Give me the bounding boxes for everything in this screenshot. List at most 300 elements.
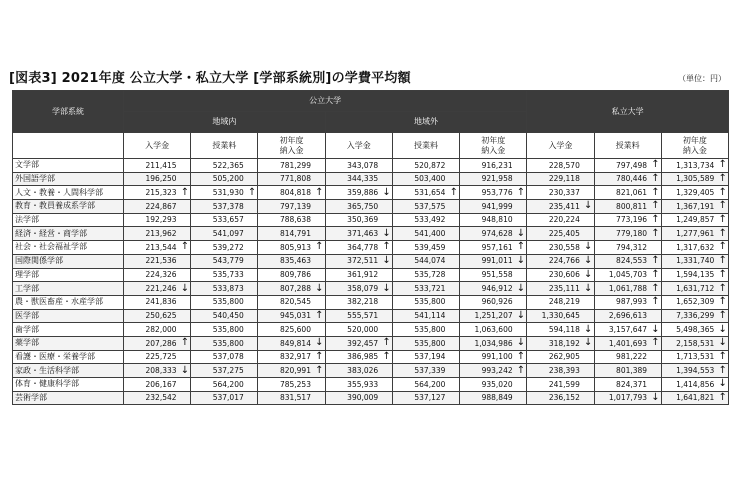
amount-cell: 781,299 — [258, 159, 314, 173]
trend-arrow — [314, 159, 325, 173]
amount-cell: 960,926 — [460, 295, 516, 309]
trend-arrow: ↑ — [718, 255, 727, 267]
trend-arrow: ↑ — [718, 173, 727, 185]
trend-arrow: ↓ — [382, 186, 391, 198]
trend-arrow — [516, 172, 527, 186]
trend-arrow: ↑ — [718, 200, 727, 212]
table-row — [13, 268, 729, 282]
trend-arrow — [247, 295, 258, 309]
amount-cell: 535,733 — [191, 268, 247, 282]
tuition-table — [12, 90, 729, 405]
amount-cell: 849,814 — [258, 336, 314, 350]
amount-cell: 390,009 — [325, 391, 381, 405]
amount-cell: 541,097 — [191, 227, 247, 241]
amount-cell: 232,542 — [124, 391, 180, 405]
trend-arrow: ↑ — [718, 282, 727, 294]
trend-arrow — [381, 309, 392, 323]
amount-cell: 361,912 — [325, 268, 381, 282]
amount-cell: 2,158,531 — [661, 336, 717, 350]
trend-arrow — [583, 213, 594, 227]
trend-arrow: ↑ — [315, 350, 324, 362]
dept-name: 経済・経営・商学部 — [13, 227, 124, 241]
amount-cell: 987,993 — [594, 295, 650, 309]
trend-arrow — [314, 295, 325, 309]
amount-cell: 785,253 — [258, 378, 314, 392]
amount-cell: 974,628 — [460, 227, 516, 241]
trend-arrow — [180, 268, 191, 282]
dept-name: 教育・教員養成系学部 — [13, 200, 124, 214]
amount-cell: 945,031 — [258, 309, 314, 323]
trend-arrow: ↓ — [516, 337, 526, 349]
amount-cell: 533,721 — [392, 282, 448, 296]
trend-arrow: ↓ — [584, 337, 593, 349]
trend-arrow — [180, 309, 191, 323]
amount-cell: 1,061,788 — [594, 282, 650, 296]
trend-arrow: ↓ — [718, 378, 727, 390]
trend-arrow: ↓ — [584, 241, 593, 253]
amount-cell: 564,200 — [191, 378, 247, 392]
amount-cell: 221,536 — [124, 254, 180, 268]
trend-arrow: ↑ — [651, 268, 660, 280]
table-row — [13, 309, 729, 323]
amount-cell: 537,194 — [392, 350, 448, 364]
trend-arrow — [247, 227, 258, 241]
amount-cell: 535,800 — [191, 295, 247, 309]
trend-arrow — [381, 159, 392, 173]
header-first-year-line1: 初年度 — [279, 135, 304, 145]
trend-arrow: ↑ — [718, 241, 727, 253]
amount-cell: 225,405 — [527, 227, 583, 241]
header-dept: 学部系統 — [13, 91, 124, 133]
header-private-tuition: 授業料 — [594, 133, 661, 159]
trend-arrow — [448, 227, 459, 241]
amount-cell: 951,558 — [460, 268, 516, 282]
amount-cell: 215,323 — [124, 186, 180, 200]
amount-cell: 993,242 — [460, 364, 516, 378]
amount-cell: 948,810 — [460, 213, 516, 227]
amount-cell: 535,800 — [392, 323, 448, 337]
trend-arrow — [448, 336, 459, 350]
trend-arrow — [314, 323, 325, 337]
amount-cell: 372,511 — [325, 254, 381, 268]
amount-cell: 248,219 — [527, 295, 583, 309]
trend-arrow — [516, 295, 527, 309]
trend-arrow — [448, 254, 459, 268]
header-private-admission: 入学金 — [527, 133, 594, 159]
amount-cell: 832,917 — [258, 350, 314, 364]
amount-cell: 921,958 — [460, 172, 516, 186]
trend-arrow — [180, 378, 191, 392]
header-first-year-line1: 初年度 — [481, 135, 506, 145]
trend-arrow — [516, 391, 527, 405]
dept-name: 体育・健康科学部 — [13, 378, 124, 392]
trend-arrow — [516, 159, 527, 173]
trend-arrow: ↑ — [651, 282, 660, 294]
trend-arrow — [583, 172, 594, 186]
amount-cell: 2,696,613 — [594, 309, 650, 323]
amount-cell: 1,401,693 — [594, 336, 650, 350]
amount-cell: 282,000 — [124, 323, 180, 337]
trend-arrow — [448, 213, 459, 227]
amount-cell: 779,180 — [594, 227, 650, 241]
amount-cell: 5,498,365 — [661, 323, 717, 337]
amount-cell: 957,161 — [460, 241, 516, 255]
amount-cell: 821,061 — [594, 186, 650, 200]
amount-cell: 835,463 — [258, 254, 314, 268]
trend-arrow: ↑ — [718, 309, 727, 321]
amount-cell: 224,766 — [527, 254, 583, 268]
amount-cell: 365,750 — [325, 200, 381, 214]
trend-arrow — [448, 159, 459, 173]
header-local-tuition: 授業料 — [191, 133, 258, 159]
amount-cell: 773,196 — [594, 213, 650, 227]
amount-cell: 344,335 — [325, 172, 381, 186]
amount-cell: 797,139 — [258, 200, 314, 214]
dept-name: 外国語学部 — [13, 172, 124, 186]
header-nonlocal: 地域外 — [325, 112, 527, 133]
trend-arrow — [247, 159, 258, 173]
amount-cell: 1,313,734 — [661, 159, 717, 173]
amount-cell: 533,873 — [191, 282, 247, 296]
trend-arrow: ↑ — [315, 364, 324, 376]
trend-arrow: ↓ — [516, 309, 526, 321]
trend-arrow — [583, 364, 594, 378]
header-first-year-line2: 納入金 — [481, 145, 506, 155]
trend-arrow: ↑ — [315, 186, 324, 198]
dept-name: 農・獣医畜産・水産学部 — [13, 295, 124, 309]
trend-arrow — [583, 186, 594, 200]
amount-cell: 1,249,857 — [661, 213, 717, 227]
trend-arrow — [448, 282, 459, 296]
trend-arrow — [448, 200, 459, 214]
trend-arrow — [180, 295, 191, 309]
amount-cell: 946,912 — [460, 282, 516, 296]
amount-cell: 359,886 — [325, 186, 381, 200]
trend-arrow: ↑ — [651, 200, 660, 212]
table-row — [13, 172, 729, 186]
amount-cell: 228,570 — [527, 159, 583, 173]
amount-cell: 503,400 — [392, 172, 448, 186]
amount-cell: 564,200 — [392, 378, 448, 392]
amount-cell: 1,331,740 — [661, 254, 717, 268]
amount-cell: 208,333 — [124, 364, 180, 378]
trend-arrow: ↓ — [382, 227, 391, 239]
trend-arrow — [583, 309, 594, 323]
table-row — [13, 241, 729, 255]
trend-arrow — [448, 391, 459, 405]
trend-arrow — [314, 227, 325, 241]
trend-arrow — [247, 200, 258, 214]
dept-name: 工学部 — [13, 282, 124, 296]
amount-cell: 537,078 — [191, 350, 247, 364]
header-blank — [13, 133, 124, 159]
trend-arrow: ↑ — [651, 173, 660, 185]
trend-arrow: ↑ — [718, 214, 727, 226]
trend-arrow: ↓ — [315, 282, 324, 294]
amount-cell: 539,272 — [191, 241, 247, 255]
amount-cell: 543,779 — [191, 254, 247, 268]
table-row — [13, 227, 729, 241]
amount-cell: 7,336,299 — [661, 309, 717, 323]
trend-arrow: ↑ — [718, 296, 727, 308]
amount-cell: 1,329,405 — [661, 186, 717, 200]
trend-arrow: ↓ — [651, 392, 660, 404]
amount-cell: 250,625 — [124, 309, 180, 323]
amount-cell: 935,020 — [460, 378, 516, 392]
amount-cell: 1,063,600 — [460, 323, 516, 337]
trend-arrow — [381, 323, 392, 337]
trend-arrow: ↑ — [718, 268, 727, 280]
amount-cell: 788,638 — [258, 213, 314, 227]
table-row — [13, 323, 729, 337]
trend-arrow: ↑ — [651, 255, 660, 267]
amount-cell: 1,034,986 — [460, 336, 516, 350]
amount-cell: 537,017 — [191, 391, 247, 405]
trend-arrow — [180, 159, 191, 173]
amount-cell: 238,393 — [527, 364, 583, 378]
trend-arrow — [381, 213, 392, 227]
amount-cell: 825,600 — [258, 323, 314, 337]
header-local-admission: 入学金 — [124, 133, 191, 159]
header-nonlocal-first-year — [460, 133, 527, 159]
amount-cell: 794,312 — [594, 241, 650, 255]
trend-arrow — [516, 378, 527, 392]
trend-arrow — [448, 309, 459, 323]
amount-cell: 981,222 — [594, 350, 650, 364]
trend-arrow: ↑ — [516, 350, 526, 362]
header-private-first-year — [661, 133, 728, 159]
trend-arrow: ↓ — [516, 282, 526, 294]
amount-cell: 544,074 — [392, 254, 448, 268]
table-row — [13, 364, 729, 378]
trend-arrow: ↑ — [718, 392, 727, 404]
amount-cell: 371,463 — [325, 227, 381, 241]
dept-name: 歯学部 — [13, 323, 124, 337]
trend-arrow: ↑ — [382, 337, 391, 349]
amount-cell: 535,800 — [392, 336, 448, 350]
trend-arrow: ↑ — [718, 350, 727, 362]
amount-cell: 555,571 — [325, 309, 381, 323]
amount-cell: 800,811 — [594, 200, 650, 214]
trend-arrow: ↓ — [516, 255, 526, 267]
trend-arrow — [247, 350, 258, 364]
trend-arrow: ↑ — [382, 350, 391, 362]
trend-arrow — [516, 213, 527, 227]
amount-cell: 225,725 — [124, 350, 180, 364]
trend-arrow — [314, 391, 325, 405]
amount-cell: 531,930 — [191, 186, 247, 200]
trend-arrow — [247, 309, 258, 323]
amount-cell: 824,553 — [594, 254, 650, 268]
amount-cell: 797,498 — [594, 159, 650, 173]
trend-arrow: ↑ — [180, 186, 190, 198]
amount-cell: 392,457 — [325, 336, 381, 350]
trend-arrow: ↑ — [718, 227, 727, 239]
amount-cell: 1,277,961 — [661, 227, 717, 241]
trend-arrow — [247, 241, 258, 255]
amount-cell: 531,654 — [392, 186, 448, 200]
amount-cell: 541,114 — [392, 309, 448, 323]
trend-arrow: ↓ — [315, 337, 324, 349]
table-row — [13, 295, 729, 309]
trend-arrow: ↑ — [315, 241, 324, 253]
trend-arrow — [180, 323, 191, 337]
amount-cell: 230,337 — [527, 186, 583, 200]
trend-arrow — [381, 268, 392, 282]
amount-cell: 355,933 — [325, 378, 381, 392]
amount-cell: 805,913 — [258, 241, 314, 255]
amount-cell: 213,962 — [124, 227, 180, 241]
table-row — [13, 186, 729, 200]
amount-cell: 991,011 — [460, 254, 516, 268]
amount-cell: 224,867 — [124, 200, 180, 214]
amount-cell: 541,400 — [392, 227, 448, 241]
unit-label: （単位：円） — [678, 74, 726, 83]
trend-arrow: ↑ — [180, 241, 190, 253]
trend-arrow: ↓ — [180, 364, 190, 376]
amount-cell: 213,544 — [124, 241, 180, 255]
trend-arrow — [381, 295, 392, 309]
header-local-first-year — [258, 133, 325, 159]
trend-arrow — [247, 254, 258, 268]
amount-cell: 1,330,645 — [527, 309, 583, 323]
trend-arrow — [381, 200, 392, 214]
trend-arrow — [650, 364, 661, 378]
header-private: 私立大学 — [527, 91, 729, 133]
table-row — [13, 336, 729, 350]
amount-cell: 235,411 — [527, 200, 583, 214]
dept-name: 法学部 — [13, 213, 124, 227]
trend-arrow — [247, 364, 258, 378]
trend-arrow: ↓ — [584, 282, 593, 294]
trend-arrow — [314, 378, 325, 392]
amount-cell: 535,800 — [191, 336, 247, 350]
trend-arrow — [247, 213, 258, 227]
dept-name: 家政・生活科学部 — [13, 364, 124, 378]
trend-arrow — [583, 295, 594, 309]
amount-cell: 1,045,703 — [594, 268, 650, 282]
table-row — [13, 254, 729, 268]
amount-cell: 505,200 — [191, 172, 247, 186]
amount-cell: 206,167 — [124, 378, 180, 392]
dept-name: 国際関係学部 — [13, 254, 124, 268]
trend-arrow — [381, 364, 392, 378]
amount-cell: 1,414,856 — [661, 378, 717, 392]
amount-cell: 224,326 — [124, 268, 180, 282]
trend-arrow — [247, 323, 258, 337]
trend-arrow — [180, 200, 191, 214]
amount-cell: 221,246 — [124, 282, 180, 296]
table-row — [13, 282, 729, 296]
amount-cell: 594,118 — [527, 323, 583, 337]
trend-arrow — [247, 336, 258, 350]
trend-arrow: ↑ — [718, 186, 727, 198]
trend-arrow: ↓ — [382, 282, 391, 294]
trend-arrow — [247, 268, 258, 282]
amount-cell: 3,157,647 — [594, 323, 650, 337]
amount-cell: 814,791 — [258, 227, 314, 241]
amount-cell: 520,000 — [325, 323, 381, 337]
amount-cell: 230,558 — [527, 241, 583, 255]
amount-cell: 235,111 — [527, 282, 583, 296]
amount-cell: 801,389 — [594, 364, 650, 378]
trend-arrow — [314, 254, 325, 268]
trend-arrow — [448, 378, 459, 392]
amount-cell: 383,026 — [325, 364, 381, 378]
amount-cell: 1,713,531 — [661, 350, 717, 364]
trend-arrow — [381, 172, 392, 186]
amount-cell: 809,786 — [258, 268, 314, 282]
header-first-year-line2: 納入金 — [279, 145, 304, 155]
trend-arrow: ↑ — [247, 186, 257, 198]
amount-cell: 539,459 — [392, 241, 448, 255]
trend-arrow: ↑ — [718, 364, 727, 376]
trend-arrow — [448, 364, 459, 378]
amount-cell: 1,394,553 — [661, 364, 717, 378]
amount-cell: 382,218 — [325, 295, 381, 309]
dept-name: 医学部 — [13, 309, 124, 323]
trend-arrow — [448, 323, 459, 337]
amount-cell: 537,378 — [191, 200, 247, 214]
trend-arrow: ↓ — [584, 323, 593, 335]
trend-arrow: ↑ — [718, 159, 727, 171]
trend-arrow — [314, 172, 325, 186]
trend-arrow — [314, 213, 325, 227]
trend-arrow — [650, 378, 661, 392]
amount-cell: 988,849 — [460, 391, 516, 405]
table-row — [13, 378, 729, 392]
amount-cell: 318,192 — [527, 336, 583, 350]
trend-arrow: ↓ — [584, 200, 593, 212]
trend-arrow — [448, 350, 459, 364]
trend-arrow: ↓ — [180, 282, 190, 294]
amount-cell: 1,652,309 — [661, 295, 717, 309]
trend-arrow — [448, 295, 459, 309]
dept-name: 看護・医療・栄養学部 — [13, 350, 124, 364]
trend-arrow — [650, 241, 661, 255]
header-first-year-line2: 納入金 — [682, 145, 707, 155]
amount-cell: 1,631,712 — [661, 282, 717, 296]
trend-arrow — [516, 268, 527, 282]
amount-cell: 537,339 — [392, 364, 448, 378]
amount-cell: 236,152 — [527, 391, 583, 405]
amount-cell: 831,517 — [258, 391, 314, 405]
amount-cell: 807,288 — [258, 282, 314, 296]
amount-cell: 520,872 — [392, 159, 448, 173]
trend-arrow: ↓ — [584, 255, 593, 267]
amount-cell: 537,127 — [392, 391, 448, 405]
trend-arrow: ↓ — [382, 255, 391, 267]
header-local: 地域内 — [124, 112, 326, 133]
dept-name: 薬学部 — [13, 336, 124, 350]
amount-cell: 533,657 — [191, 213, 247, 227]
amount-cell: 991,100 — [460, 350, 516, 364]
amount-cell: 820,545 — [258, 295, 314, 309]
amount-cell: 241,599 — [527, 378, 583, 392]
table-row — [13, 200, 729, 214]
trend-arrow — [448, 172, 459, 186]
amount-cell: 535,800 — [191, 323, 247, 337]
amount-cell: 953,776 — [460, 186, 516, 200]
trend-arrow: ↑ — [449, 186, 458, 198]
trend-arrow: ↓ — [651, 323, 660, 335]
trend-arrow: ↑ — [382, 241, 391, 253]
trend-arrow: ↓ — [718, 337, 727, 349]
trend-arrow — [314, 268, 325, 282]
trend-arrow — [583, 391, 594, 405]
amount-cell: 220,224 — [527, 213, 583, 227]
figure-title: [図表3] 2021年度 公立大学・私立大学 [学部系統別]の学費平均額 — [9, 71, 411, 86]
